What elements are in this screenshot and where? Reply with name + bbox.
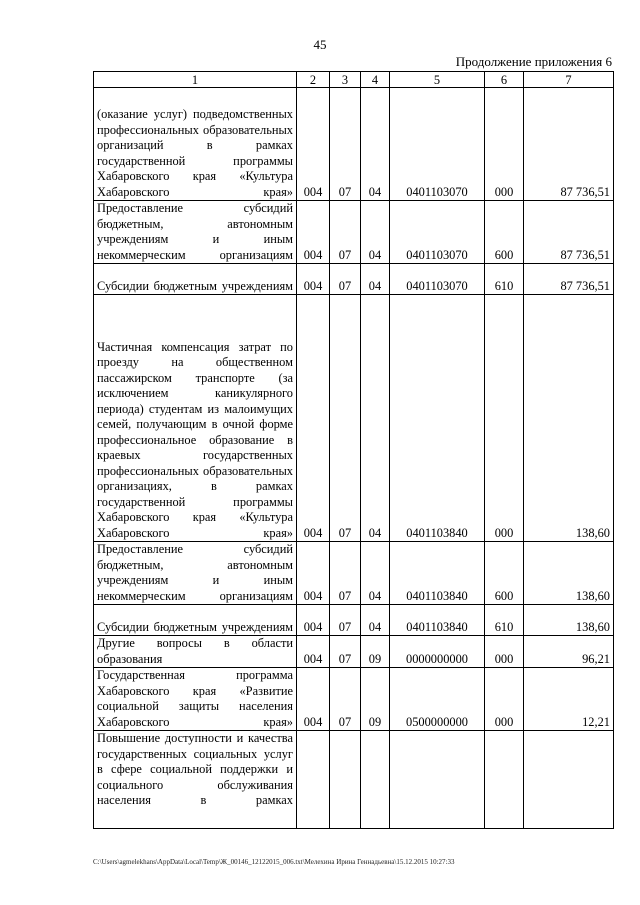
row-description: Государственная программа Хабаровского края «Развитие социальной защиты населения Хабаровского края» (94, 668, 297, 731)
section-code (330, 731, 361, 829)
budget-table (93, 71, 614, 829)
ministry-code: 004 (297, 605, 330, 636)
row-description: Предоставление субсидий бюджетным, автономным учреждениям и иным некоммерческим организациям (94, 542, 297, 605)
row-description: Частичная компенсация затрат по проезду на общественном пассажирском транспорте (за исключением каникулярного периода) студентам из малоимущих семей, получающим в очной форме профессиональное образование в краевых государственных профессиональных образовательных организациях, в рамках государственной программы Хабаровского края «Культура Хабаровского края» (94, 295, 297, 542)
row-description: (оказание услуг) подведомственных профессиональных образовательных организаций в рамках государственной программы Хабаровского края «Культура Хабаровского края» (94, 88, 297, 201)
section-code: 07 (330, 201, 361, 264)
table-row (94, 668, 614, 731)
ministry-code: 004 (297, 542, 330, 605)
subsection-code: 09 (361, 636, 390, 668)
section-code: 07 (330, 605, 361, 636)
section-code: 07 (330, 636, 361, 668)
appendix-continuation-note: Продолжение приложения 6 (455, 54, 612, 69)
section-code: 07 (330, 295, 361, 542)
subsection-code: 04 (361, 542, 390, 605)
column-header: 6 (485, 72, 524, 88)
row-description: Другие вопросы в области образования (94, 636, 297, 668)
ministry-code: 004 (297, 636, 330, 668)
amount: 138,60 (524, 542, 614, 605)
expense-type-code: 610 (485, 264, 524, 295)
expense-type-code: 000 (485, 668, 524, 731)
column-header: 1 (94, 72, 297, 88)
section-code: 07 (330, 88, 361, 201)
target-article-code (390, 731, 485, 829)
target-article-code: 0401103070 (390, 201, 485, 264)
ministry-code (297, 731, 330, 829)
expense-type-code: 600 (485, 201, 524, 264)
ministry-code: 004 (297, 88, 330, 201)
amount: 138,60 (524, 295, 614, 542)
ministry-code: 004 (297, 668, 330, 731)
column-header: 4 (361, 72, 390, 88)
column-header: 7 (524, 72, 614, 88)
table-row (94, 605, 614, 636)
amount: 87 736,51 (524, 88, 614, 201)
amount: 138,60 (524, 605, 614, 636)
expense-type-code (485, 731, 524, 829)
amount: 87 736,51 (524, 201, 614, 264)
table-row (94, 731, 614, 829)
amount (524, 731, 614, 829)
file-path-footer: C:\Users\agmelekhans\AppData\Local\Temp\Ж_00146_12122015_006.txt\Мелехина Ирина Геннадьевна\15.12.2015 10:27:33 (93, 858, 455, 866)
target-article-code: 0401103070 (390, 88, 485, 201)
column-header: 5 (390, 72, 485, 88)
subsection-code (361, 731, 390, 829)
expense-type-code: 000 (485, 636, 524, 668)
subsection-code: 04 (361, 264, 390, 295)
expense-type-code: 000 (485, 295, 524, 542)
subsection-code: 04 (361, 201, 390, 264)
amount: 87 736,51 (524, 264, 614, 295)
column-header: 3 (330, 72, 361, 88)
subsection-code: 09 (361, 668, 390, 731)
row-description: Предоставление субсидий бюджетным, автономным учреждениям и иным некоммерческим организациям (94, 201, 297, 264)
table-row (94, 88, 614, 201)
subsection-code: 04 (361, 605, 390, 636)
target-article-code: 0401103840 (390, 295, 485, 542)
row-description: Повышение доступности и качества государственных социальных услуг в сфере социальной поддержки и социального обслуживания населения в рамках (94, 731, 297, 829)
ministry-code: 004 (297, 295, 330, 542)
expense-type-code: 600 (485, 542, 524, 605)
column-header: 2 (297, 72, 330, 88)
target-article-code: 0401103840 (390, 605, 485, 636)
subsection-code: 04 (361, 295, 390, 542)
expense-type-code: 000 (485, 88, 524, 201)
ministry-code: 004 (297, 264, 330, 295)
target-article-code: 0000000000 (390, 636, 485, 668)
row-description: Субсидии бюджетным учреждениям (94, 605, 297, 636)
table-row (94, 201, 614, 264)
table-row (94, 542, 614, 605)
section-code: 07 (330, 542, 361, 605)
amount: 12,21 (524, 668, 614, 731)
target-article-code: 0401103070 (390, 264, 485, 295)
row-description: Субсидии бюджетным учреждениям (94, 264, 297, 295)
table-row (94, 636, 614, 668)
table-row (94, 264, 614, 295)
section-code: 07 (330, 264, 361, 295)
target-article-code: 0401103840 (390, 542, 485, 605)
page-number: 45 (313, 37, 327, 52)
expense-type-code: 610 (485, 605, 524, 636)
section-code: 07 (330, 668, 361, 731)
amount: 96,21 (524, 636, 614, 668)
subsection-code: 04 (361, 88, 390, 201)
table-row (94, 295, 614, 542)
table-header-row (94, 72, 614, 88)
ministry-code: 004 (297, 201, 330, 264)
target-article-code: 0500000000 (390, 668, 485, 731)
